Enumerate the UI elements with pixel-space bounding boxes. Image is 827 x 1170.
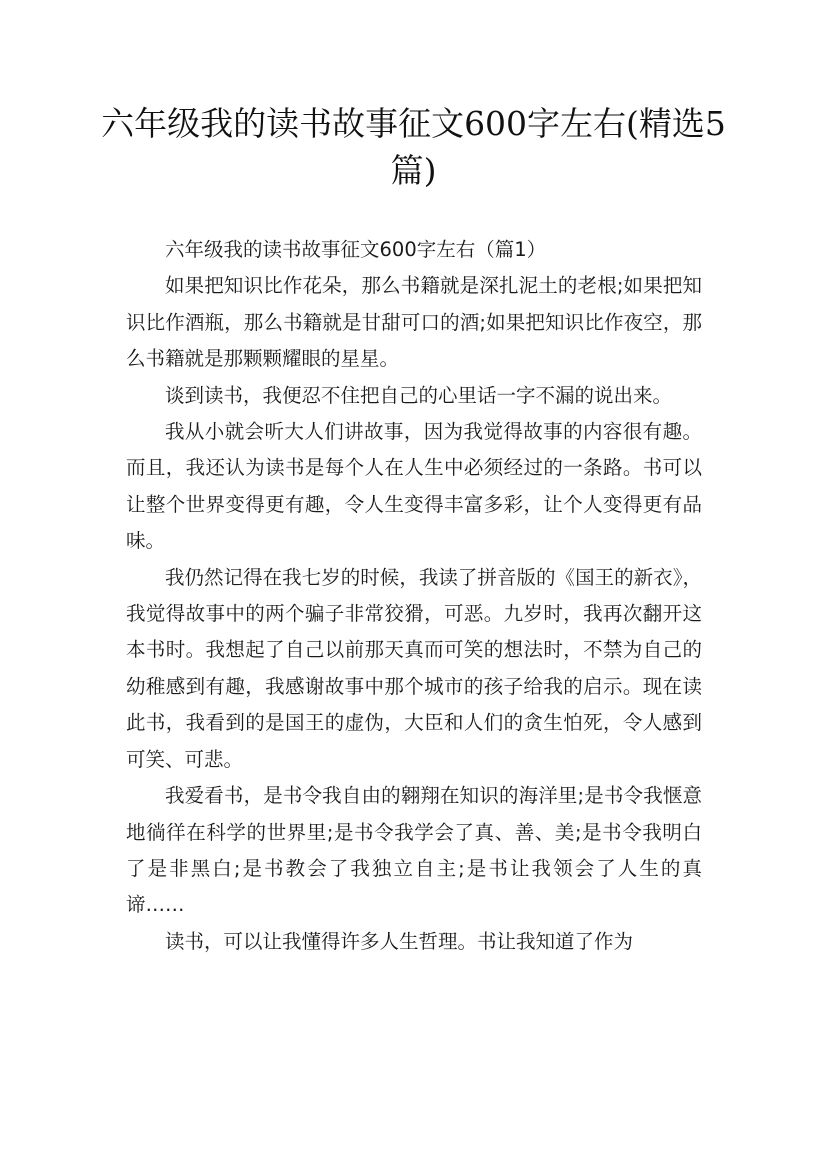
paragraph: 我仍然记得在我七岁的时候，我读了拼音版的《国王的新衣》，我觉得故事中的两个骗子非常狡猾，可恶。九岁时，我再次翻开这本书时。我想起了自己以前那天真而可笑的想法时，不禁为自己的幼稚感到有趣，我感谢故事中那个城市的孩子给我的启示。现在读此书，我看到的是国王的虚伪，大臣和人们的贪生怕死，令人感到可笑、可悲。	[126, 565, 702, 771]
document-body	[126, 232, 702, 960]
document-title: 六年级我的读书故事征文600字左右(精选5篇)	[101, 104, 726, 190]
paragraph: 我从小就会听大人们讲故事，因为我觉得故事的内容很有趣。而且，我还认为读书是每个人在人生中必须经过的一条路。书可以让整个世界变得更有趣，令人生变得丰富多彩，让个人变得更有品味。	[126, 420, 702, 553]
paragraph: 读书，可以让我懂得许多人生哲理。书让我知道了作为	[165, 929, 634, 953]
section-heading: 六年级我的读书故事征文600字左右（篇1）	[165, 238, 547, 261]
paragraph: 我爱看书，是书令我自由的翱翔在知识的海洋里;是书令我惬意地徜徉在科学的世界里;是书令我学会了真、善、美;是书令我明白了是非黑白;是书教会了我独立自主;是书让我领会了人生的真谛……	[126, 784, 702, 917]
paragraph: 如果把知识比作花朵，那么书籍就是深扎泥土的老根;如果把知识比作酒瓶，那么书籍就是甘甜可口的酒;如果把知识比作夜空，那么书籍就是那颗颗耀眼的星星。	[126, 274, 702, 371]
paragraph: 谈到读书，我便忍不住把自己的心里话一字不漏的说出来。	[165, 383, 673, 407]
